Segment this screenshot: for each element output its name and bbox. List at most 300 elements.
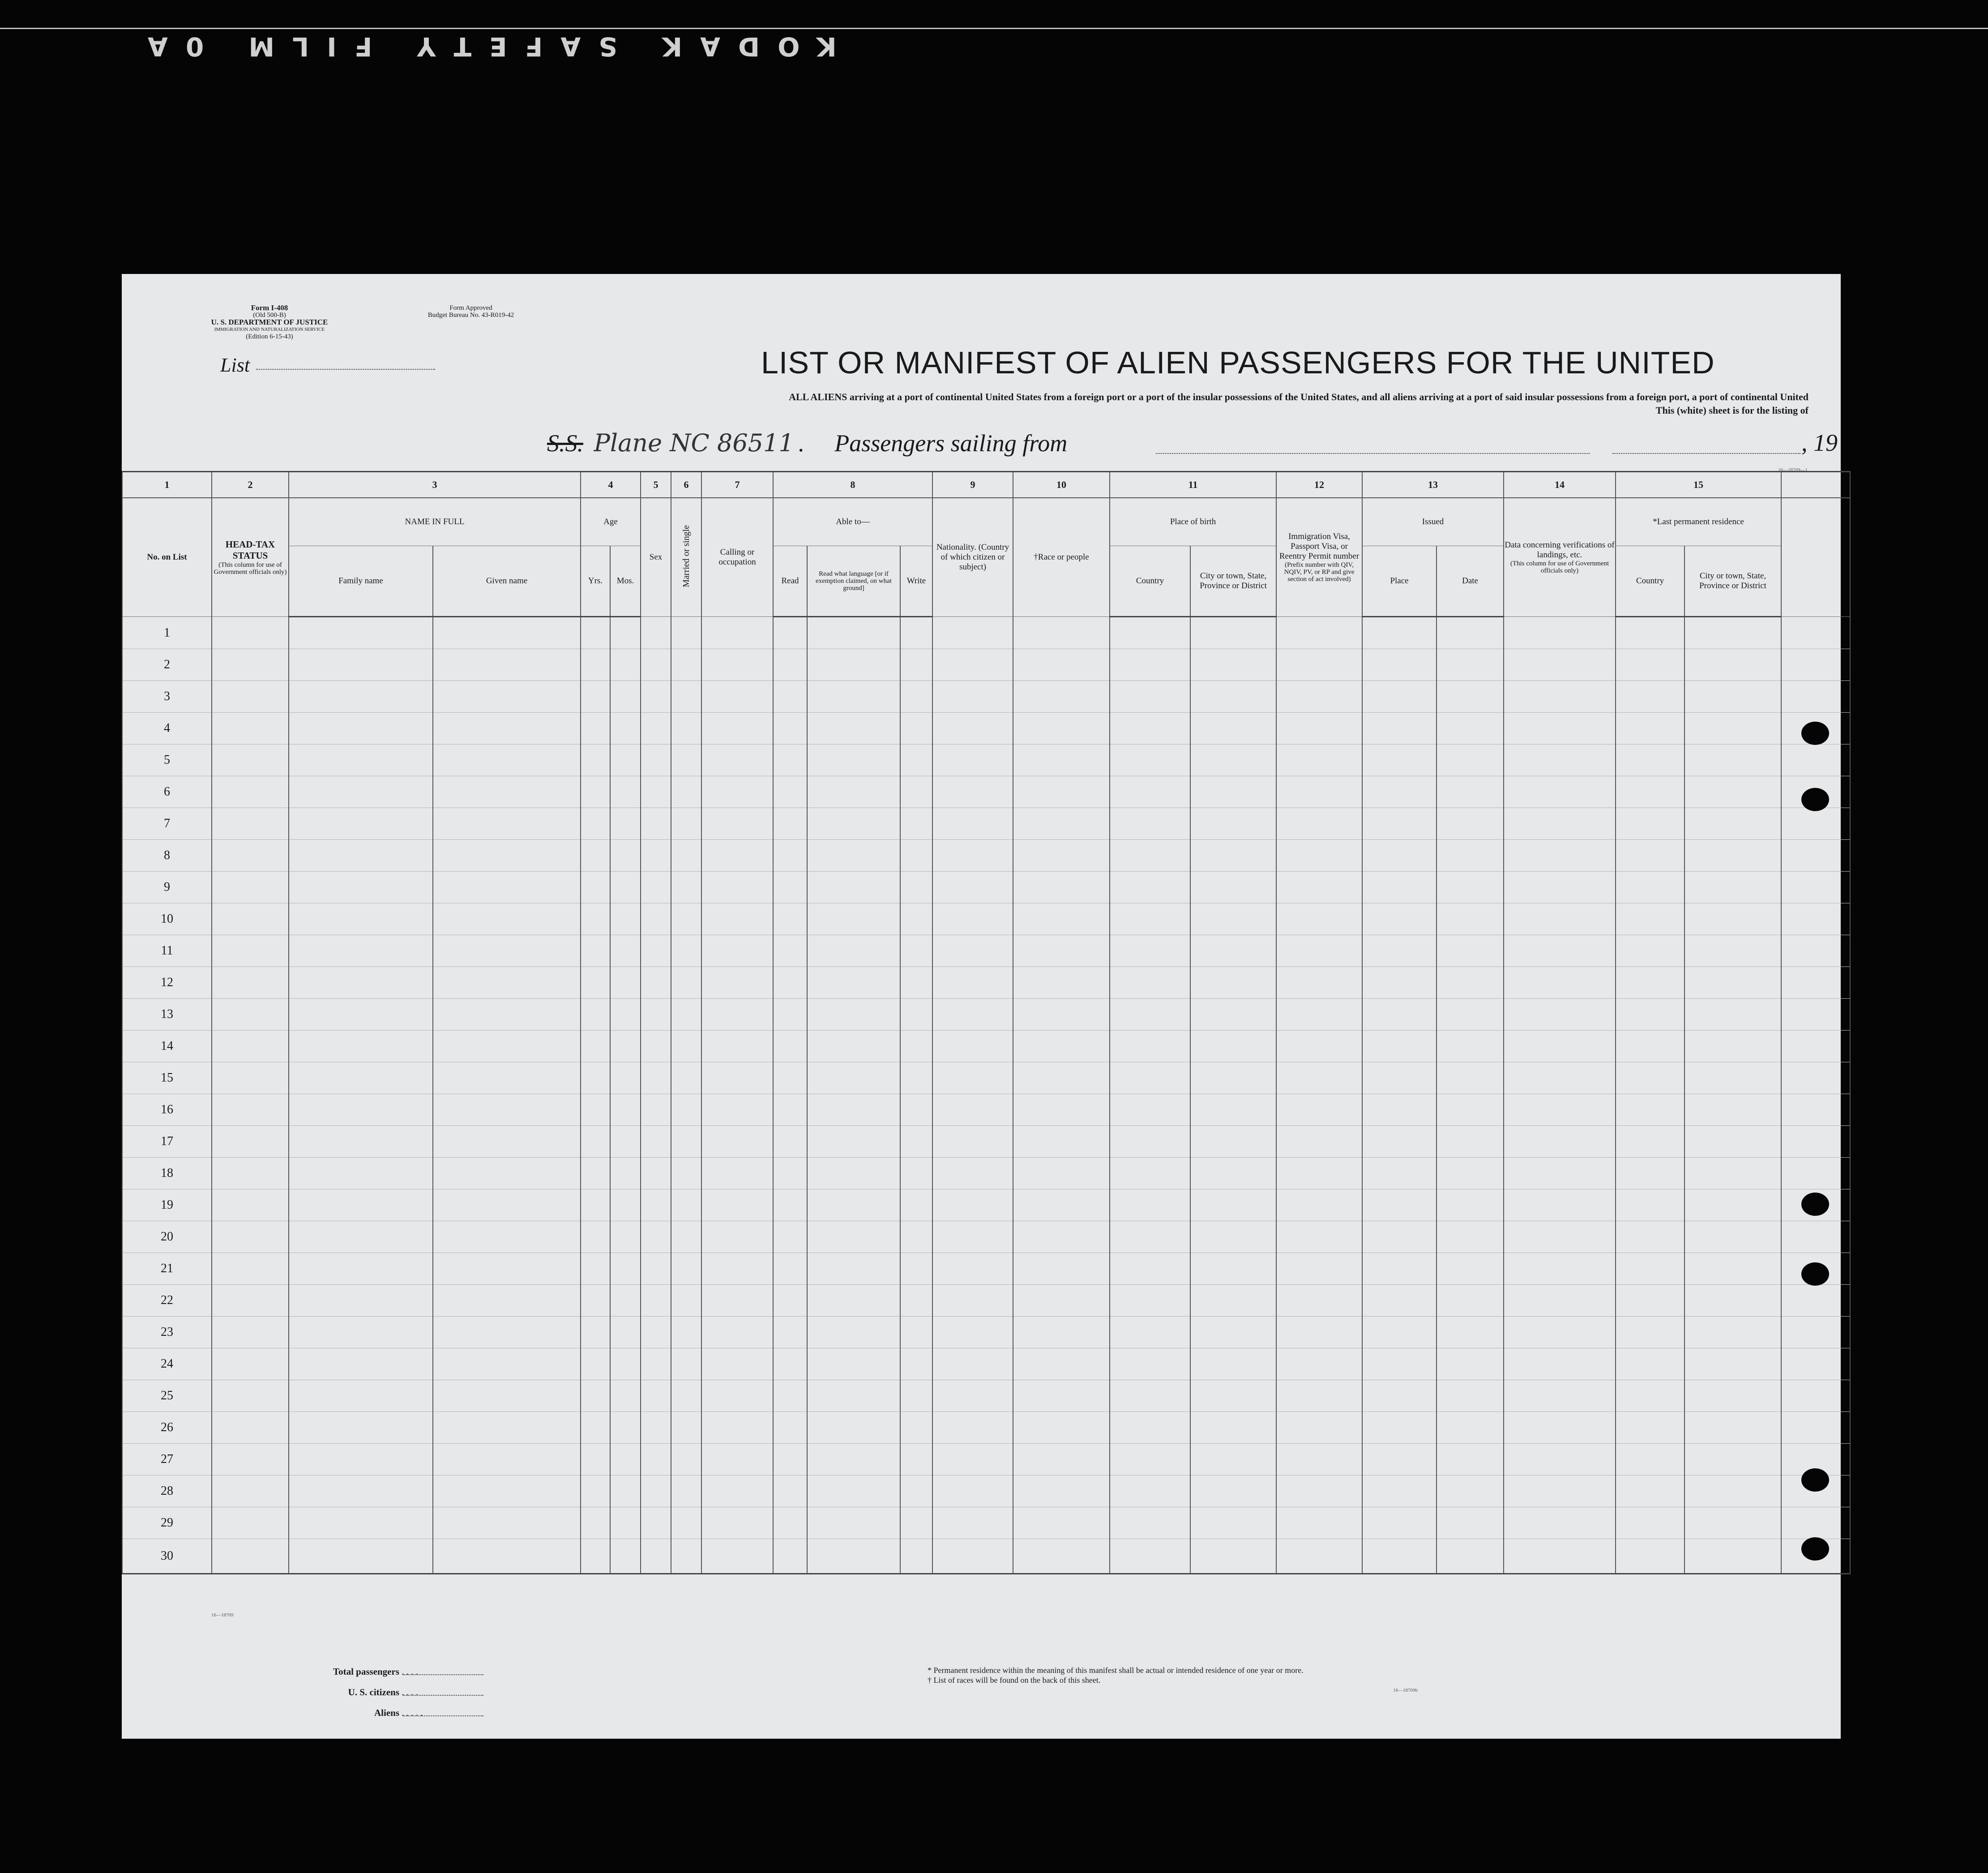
table-cell <box>1616 1126 1684 1158</box>
table-cell <box>773 1126 807 1158</box>
table-cell <box>1781 617 1850 649</box>
table-cell <box>1190 1539 1276 1574</box>
table-cell <box>671 776 701 808</box>
table-cell <box>1362 903 1436 935</box>
table-cell <box>671 872 701 903</box>
form-info <box>198 304 341 340</box>
table-cell <box>1781 1380 1850 1412</box>
table-cell <box>1616 649 1684 681</box>
table-cell <box>212 1444 289 1475</box>
table-cell <box>1276 617 1362 649</box>
table-cell <box>1013 713 1110 744</box>
table-cell <box>1616 681 1684 713</box>
form-code-top: 16—18709—1 <box>1778 467 1808 473</box>
table-cell <box>807 1158 900 1189</box>
table-cell <box>1362 1253 1436 1285</box>
table-cell <box>773 967 807 999</box>
table-cell <box>1362 681 1436 713</box>
header-age: Age <box>581 498 641 546</box>
table-row <box>122 1031 1850 1062</box>
table-cell <box>641 1285 671 1317</box>
table-cell <box>289 872 433 903</box>
table-cell <box>1684 935 1781 967</box>
table-cell <box>212 1507 289 1539</box>
table-cell <box>1504 999 1616 1031</box>
citizens-line <box>403 1695 483 1696</box>
table-cell <box>671 681 701 713</box>
table-cell <box>641 1539 671 1574</box>
manifest-sheet <box>122 274 1841 1739</box>
table-cell <box>1362 1031 1436 1062</box>
table-cell <box>1276 776 1362 808</box>
table-cell <box>1616 1412 1684 1444</box>
table-cell <box>701 1412 773 1444</box>
table-cell <box>212 649 289 681</box>
table-row <box>122 903 1850 935</box>
table-row <box>122 1253 1850 1285</box>
row-number: 20 <box>122 1221 212 1253</box>
header-yrs: Yrs. <box>581 546 610 617</box>
table-cell <box>671 1475 701 1507</box>
table-cell <box>1362 1221 1436 1253</box>
column-number: 13 <box>1362 472 1504 498</box>
table-row <box>122 967 1850 999</box>
table-cell <box>1781 1348 1850 1380</box>
table-cell <box>701 999 773 1031</box>
table-cell <box>773 617 807 649</box>
table-cell <box>433 617 581 649</box>
table-cell <box>807 967 900 999</box>
table-cell <box>900 713 932 744</box>
table-cell <box>1110 1348 1190 1380</box>
table-cell <box>1276 1062 1362 1094</box>
table-cell <box>289 713 433 744</box>
table-cell <box>581 935 610 967</box>
table-cell <box>807 1253 900 1285</box>
table-cell <box>581 1348 610 1380</box>
table-cell <box>773 776 807 808</box>
table-cell <box>641 935 671 967</box>
table-cell <box>289 935 433 967</box>
table-cell <box>932 1031 1013 1062</box>
table-cell <box>671 1380 701 1412</box>
table-cell <box>773 1539 807 1574</box>
table-cell <box>1684 776 1781 808</box>
table-row <box>122 1158 1850 1189</box>
footnote-races: † List of races will be found on the back of this sheet. <box>928 1676 1101 1685</box>
table-cell <box>1110 967 1190 999</box>
table-cell <box>1504 1189 1616 1221</box>
table-row <box>122 617 1850 649</box>
table-cell <box>1684 903 1781 935</box>
table-cell <box>1436 744 1504 776</box>
table-cell <box>1616 776 1684 808</box>
table-cell <box>289 744 433 776</box>
table-cell <box>807 681 900 713</box>
table-cell <box>641 967 671 999</box>
table-cell <box>1362 744 1436 776</box>
table-cell <box>932 1285 1013 1317</box>
table-cell <box>701 1189 773 1221</box>
table-cell <box>1190 744 1276 776</box>
table-cell <box>289 1475 433 1507</box>
table-cell <box>1616 872 1684 903</box>
table-cell <box>1190 1475 1276 1507</box>
table-cell <box>1190 1412 1276 1444</box>
table-cell <box>1276 999 1362 1031</box>
table-cell <box>932 1412 1013 1444</box>
table-cell <box>1616 617 1684 649</box>
header-sex: Sex <box>641 498 671 617</box>
table-cell <box>1504 1094 1616 1126</box>
table-cell <box>610 1031 641 1062</box>
header-row-1 <box>122 498 1850 546</box>
table-cell <box>1013 872 1110 903</box>
table-cell <box>1190 1158 1276 1189</box>
table-row <box>122 999 1850 1031</box>
table-cell <box>807 1094 900 1126</box>
table-cell <box>1110 1253 1190 1285</box>
table-cell <box>773 903 807 935</box>
table-cell <box>433 903 581 935</box>
table-cell <box>1276 1126 1362 1158</box>
visa-title: Immigration Visa, Passport Visa, or Reentry Permit number <box>1279 532 1360 561</box>
table-cell <box>212 1221 289 1253</box>
table-cell <box>1110 649 1190 681</box>
table-cell <box>1504 744 1616 776</box>
table-cell <box>610 1412 641 1444</box>
table-cell <box>701 1062 773 1094</box>
table-cell <box>932 744 1013 776</box>
table-cell <box>701 1507 773 1539</box>
table-cell <box>1436 1221 1504 1253</box>
table-cell <box>932 1348 1013 1380</box>
table-cell <box>212 1539 289 1574</box>
table-cell <box>701 872 773 903</box>
table-row <box>122 1539 1850 1574</box>
table-cell <box>1684 872 1781 903</box>
table-cell <box>1190 967 1276 999</box>
table-cell <box>1110 808 1190 840</box>
table-cell <box>932 1062 1013 1094</box>
table-cell <box>1436 1031 1504 1062</box>
table-cell <box>1276 1189 1362 1221</box>
table-cell <box>1436 967 1504 999</box>
table-cell <box>932 967 1013 999</box>
citizens-label: U. S. citizens <box>348 1687 399 1698</box>
total-passengers-row: Total passengers . . . . <box>287 1666 423 1687</box>
table-cell <box>773 1189 807 1221</box>
table-cell <box>581 1062 610 1094</box>
table-cell <box>1362 713 1436 744</box>
table-cell <box>212 713 289 744</box>
head-tax-note: (This column for use of Government officials only) <box>214 561 287 576</box>
table-cell <box>289 1062 433 1094</box>
table-cell <box>1276 935 1362 967</box>
table-cell <box>671 999 701 1031</box>
table-cell <box>1504 1031 1616 1062</box>
footnote-residence: * Permanent residence within the meaning of this manifest shall be actual or intended residence of one year or more. <box>928 1666 1304 1675</box>
row-number: 28 <box>122 1475 212 1507</box>
table-cell <box>1190 1348 1276 1380</box>
binder-hole <box>1801 1468 1829 1492</box>
table-cell <box>807 1507 900 1539</box>
table-cell <box>1781 681 1850 713</box>
table-cell <box>1684 649 1781 681</box>
table-cell <box>900 681 932 713</box>
table-cell <box>289 840 433 872</box>
table-cell <box>773 713 807 744</box>
table-cell <box>581 617 610 649</box>
table-cell <box>1684 1031 1781 1062</box>
table-cell <box>1190 903 1276 935</box>
film-edge-text: KODAK SAFETY FILM 0A <box>130 31 837 62</box>
ship-name-handwritten: Plane NC 86511 <box>594 429 794 457</box>
header-given-name: Given name <box>433 546 581 617</box>
table-cell <box>671 1094 701 1126</box>
table-cell <box>900 1158 932 1189</box>
table-cell <box>610 1189 641 1221</box>
table-cell <box>641 1253 671 1285</box>
table-cell <box>1436 840 1504 872</box>
table-cell <box>1616 1380 1684 1412</box>
table-cell <box>610 776 641 808</box>
table-cell <box>610 1221 641 1253</box>
subtitle-line-1: ALL ALIENS arriving at a port of continental United States from a foreign port or a port of the insular possessions of the United States, and all aliens arriving at a port of said insular possessions from a foreign port, a port of continental United <box>789 391 1808 402</box>
table-cell <box>1616 935 1684 967</box>
table-row <box>122 1062 1850 1094</box>
table-cell <box>1504 808 1616 840</box>
table-cell <box>900 872 932 903</box>
table-cell <box>1190 999 1276 1031</box>
table-cell <box>900 808 932 840</box>
table-cell <box>701 967 773 999</box>
table-cell <box>1190 808 1276 840</box>
table-cell <box>900 1539 932 1574</box>
row-number: 19 <box>122 1189 212 1221</box>
table-cell <box>1110 1031 1190 1062</box>
table-cell <box>1684 1094 1781 1126</box>
column-number: 9 <box>932 472 1013 498</box>
table-cell <box>900 1444 932 1475</box>
table-cell <box>610 1317 641 1348</box>
table-cell <box>289 1348 433 1380</box>
header-issued-place: Place <box>1362 546 1436 617</box>
table-cell <box>773 1475 807 1507</box>
table-cell <box>1013 999 1110 1031</box>
table-cell <box>671 1031 701 1062</box>
table-cell <box>641 903 671 935</box>
table-cell <box>641 840 671 872</box>
table-cell <box>701 1285 773 1317</box>
table-cell <box>1616 1221 1684 1253</box>
table-cell <box>1013 649 1110 681</box>
table-cell <box>1190 1317 1276 1348</box>
table-cell <box>641 1475 671 1507</box>
table-cell <box>581 1539 610 1574</box>
table-cell <box>1781 840 1850 872</box>
table-cell <box>581 776 610 808</box>
table-cell <box>433 872 581 903</box>
table-cell <box>1616 744 1684 776</box>
table-cell <box>1013 744 1110 776</box>
table-cell <box>1684 1380 1781 1412</box>
table-cell <box>932 1444 1013 1475</box>
table-cell <box>701 1031 773 1062</box>
manifest-body <box>122 617 1850 1574</box>
table-cell <box>610 713 641 744</box>
table-cell <box>1013 840 1110 872</box>
table-cell <box>1276 840 1362 872</box>
budget-info <box>390 304 552 319</box>
table-cell <box>1013 1189 1110 1221</box>
table-cell <box>701 1126 773 1158</box>
table-cell <box>1013 1412 1110 1444</box>
table-cell <box>581 999 610 1031</box>
table-cell <box>289 1539 433 1574</box>
table-cell <box>289 1444 433 1475</box>
ship-line: S.S. Plane NC 86511 . Passengers sailing from <box>547 429 1068 457</box>
table-cell <box>1276 1094 1362 1126</box>
table-row <box>122 1317 1850 1348</box>
row-number: 15 <box>122 1062 212 1094</box>
table-cell <box>212 776 289 808</box>
table-cell <box>900 1380 932 1412</box>
table-cell <box>1616 1444 1684 1475</box>
table-cell <box>1276 1317 1362 1348</box>
table-cell <box>1684 1158 1781 1189</box>
table-cell <box>433 1031 581 1062</box>
table-cell <box>1684 1285 1781 1317</box>
row-number: 27 <box>122 1444 212 1475</box>
table-cell <box>1616 1158 1684 1189</box>
table-cell <box>212 967 289 999</box>
list-number-line <box>256 369 435 370</box>
table-cell <box>701 1221 773 1253</box>
table-cell <box>671 840 701 872</box>
table-cell <box>1362 808 1436 840</box>
table-cell <box>212 1317 289 1348</box>
table-cell <box>1616 999 1684 1031</box>
citizens-row: U. S. citizens . . . . <box>287 1687 423 1707</box>
table-cell <box>1684 1189 1781 1221</box>
table-cell <box>807 1189 900 1221</box>
table-cell <box>1616 1348 1684 1380</box>
table-cell <box>1781 903 1850 935</box>
table-cell <box>701 744 773 776</box>
table-cell <box>433 1444 581 1475</box>
table-cell <box>610 1539 641 1574</box>
table-cell <box>671 1189 701 1221</box>
row-number: 14 <box>122 1031 212 1062</box>
table-row <box>122 649 1850 681</box>
table-cell <box>1190 1031 1276 1062</box>
table-cell <box>1190 681 1276 713</box>
row-number: 9 <box>122 872 212 903</box>
table-cell <box>289 681 433 713</box>
table-cell <box>610 1285 641 1317</box>
row-number: 30 <box>122 1539 212 1574</box>
table-cell <box>1362 1444 1436 1475</box>
table-cell <box>1436 935 1504 967</box>
table-cell <box>671 903 701 935</box>
table-cell <box>581 1285 610 1317</box>
table-cell <box>641 744 671 776</box>
form-service: IMMIGRATION AND NATURALIZATION SERVICE <box>214 327 325 332</box>
form-code-bottom: 16—18709 <box>211 1612 234 1618</box>
table-cell <box>671 808 701 840</box>
table-cell <box>1436 872 1504 903</box>
table-cell <box>1013 776 1110 808</box>
column-number: 3 <box>289 472 581 498</box>
table-cell <box>932 1126 1013 1158</box>
table-row <box>122 1285 1850 1317</box>
table-cell <box>212 1380 289 1412</box>
table-cell <box>1504 840 1616 872</box>
table-cell <box>932 713 1013 744</box>
table-cell <box>1276 1507 1362 1539</box>
table-cell <box>1110 1285 1190 1317</box>
table-cell <box>581 1221 610 1253</box>
budget-number: Budget Bureau No. 43-R019-42 <box>428 312 514 319</box>
table-cell <box>581 1507 610 1539</box>
table-cell <box>433 681 581 713</box>
table-cell <box>1276 1348 1362 1380</box>
header-name-in-full: NAME IN FULL <box>289 498 581 546</box>
form-old-number: (Old 500-B) <box>253 312 286 319</box>
table-cell <box>610 808 641 840</box>
table-cell <box>289 1285 433 1317</box>
row-number: 26 <box>122 1412 212 1444</box>
table-cell <box>1684 1507 1781 1539</box>
binder-hole <box>1801 788 1829 811</box>
table-cell <box>807 808 900 840</box>
table-cell <box>212 1062 289 1094</box>
table-row <box>122 1475 1850 1507</box>
table-cell <box>1110 1444 1190 1475</box>
table-cell <box>807 1062 900 1094</box>
table-row <box>122 872 1850 903</box>
table-cell <box>433 1094 581 1126</box>
table-cell <box>610 681 641 713</box>
table-cell <box>773 1158 807 1189</box>
form-approved: Form Approved <box>449 304 492 312</box>
table-cell <box>807 713 900 744</box>
table-cell <box>610 1380 641 1412</box>
table-cell <box>581 1126 610 1158</box>
table-cell <box>1781 1221 1850 1253</box>
table-cell <box>701 681 773 713</box>
table-cell <box>610 903 641 935</box>
table-cell <box>1013 1031 1110 1062</box>
table-row <box>122 1094 1850 1126</box>
table-cell <box>641 776 671 808</box>
table-cell <box>701 1348 773 1380</box>
table-cell <box>1436 649 1504 681</box>
column-number: 10 <box>1013 472 1110 498</box>
ship-prefix: S.S. <box>547 430 583 457</box>
table-cell <box>671 1444 701 1475</box>
table-cell <box>433 1380 581 1412</box>
table-cell <box>671 713 701 744</box>
table-cell <box>1616 1539 1684 1574</box>
table-cell <box>433 713 581 744</box>
table-cell <box>932 617 1013 649</box>
table-cell <box>701 1444 773 1475</box>
table-cell <box>1504 872 1616 903</box>
table-cell <box>1684 1221 1781 1253</box>
table-cell <box>1504 617 1616 649</box>
